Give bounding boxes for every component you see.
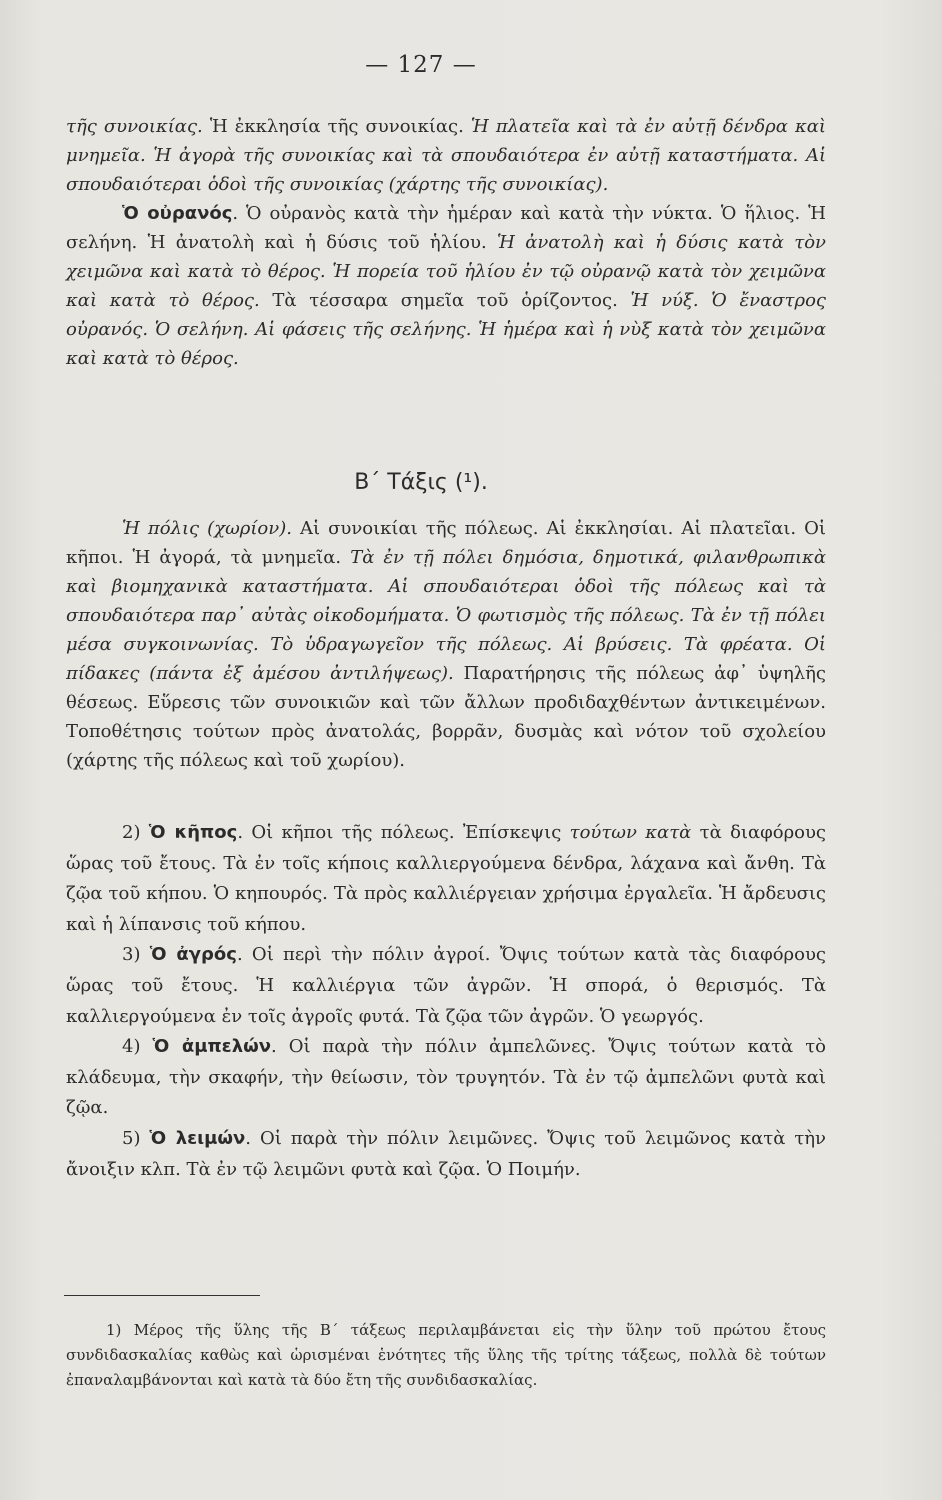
plain-text: . Οἱ κῆποι τῆς πόλεως. Ἐπίσκεψις: [237, 822, 570, 843]
paragraph-garden: [66, 818, 826, 940]
paragraph-field: [66, 940, 826, 1032]
italic-text: τῆς συνοικίας.: [66, 116, 203, 137]
page-number: — 127 —: [365, 52, 477, 78]
plain-text: τὰ διαφόρους ὥρας τοῦ ἔτους. Τὰ ἐν τοῖς κήποις καλλιεργούμενα δένδρα, λάχανα καὶ ἄνθη. Τὰ ζῷα τοῦ κήπου. Ὁ κηπουρός. Τὰ πρὸς καλλιέργειαν χρήσιμα ἐργαλεῖα. Ἡ ἄρδευσις καὶ ἡ λίπανσις τοῦ κήπου.: [66, 822, 827, 935]
footnote: [66, 1318, 826, 1393]
topic-heading-vineyard: Ὁ ἀμπελών: [152, 1036, 271, 1058]
plain-text: . Ὁ οὐρανὸς κατὰ τὴν ἡμέραν καὶ κατὰ τὴν νύκτα. Ὁ ἥλιος. Ἡ σελήνη. Ἡ ἀνατολὴ καὶ ἡ δύσις τοῦ ἡλίου.: [66, 203, 826, 253]
italic-text: Ἡ νύξ. Ὁ ἔναστρος οὐρανός. Ὁ σελήνη. Αἱ φάσεις τῆς σελήνης. Ἡ ἡμέρα καὶ ἡ νὺξ κατὰ τὸν χειμῶνα καὶ κατὰ τὸ θέρος.: [66, 290, 826, 369]
italic-text: Ἡ πόλις (χωρίον).: [122, 518, 292, 539]
item-number: 3): [122, 944, 150, 966]
paragraph-city: [66, 514, 826, 775]
plain-text: . Οἱ παρὰ τὴν πόλιν ἀμπελῶνες. Ὄψις τούτων κατὰ τὸ κλάδευμα, τὴν σκαφήν, τὴν θείωσιν, τὸν τρυγητόν. Τὰ ἐν τῷ ἀμπελῶνι φυτὰ καὶ ζῷα.: [66, 1036, 826, 1119]
italic-text: τούτων κατὰ: [569, 822, 692, 843]
text-block-numbered: [66, 818, 826, 1185]
plain-text: Αἱ συνοικίαι τῆς πόλεως. Αἱ ἐκκλησίαι. Αἱ πλατεῖαι. Οἱ κῆποι. Ἡ ἀγορά, τὰ μνημεῖα.: [66, 518, 826, 568]
plain-text: Ἡ ἐκκλησία τῆς συνοικίας.: [202, 116, 471, 137]
italic-text: Ἡ ἀνατολὴ καὶ ἡ δύσις κατὰ τὸν χειμῶνα καὶ κατὰ τὸ θέρος. Ἡ πορεία τοῦ ἡλίου ἐν τῷ οὐρανῷ κατὰ τὸν χειμῶνα καὶ κατὰ τὸ θέρος.: [66, 232, 826, 311]
paragraph-neighborhood: [66, 112, 826, 199]
text-block-city: [66, 514, 826, 775]
item-number: 4): [122, 1036, 153, 1058]
item-number: 5): [122, 1127, 150, 1149]
topic-heading-garden: Ὁ κῆπος: [148, 822, 238, 843]
plain-text: Τὰ τέσσαρα σημεῖα τοῦ ὁρίζοντος.: [259, 290, 631, 311]
section-heading: Β΄ Τάξις (¹).: [354, 470, 488, 495]
italic-text: Ἡ πλατεῖα καὶ τὰ ἐν αὐτῇ δένδρα καὶ μνημεῖα. Ἡ ἀγορὰ τῆς συνοικίας καὶ τὰ σπουδαιότερα ἐν αὐτῇ καταστήματα. Αἱ σπουδαιότεραι ὁδοὶ τῆς συνοικίας (χάρτης τῆς συνοικίας).: [66, 116, 826, 195]
plain-text: Παρατήρησις τῆς πόλεως ἀφ᾽ ὑψηλῆς θέσεως. Εὕρεσις τῶν συνοικιῶν καὶ τῶν ἄλλων προδιδαχθέντων ἀντικειμένων. Τοποθέτησις τούτων πρὸς ἀνατολάς, βορρᾶν, δυσμὰς καὶ νότον τοῦ σχολείου (χάρτης τῆς πόλεως καὶ τοῦ χωρίου).: [66, 663, 826, 771]
paragraph-vineyard: [66, 1032, 826, 1124]
topic-heading-meadow: Ὁ λειμών: [149, 1127, 246, 1149]
italic-text: Τὰ ἐν τῇ πόλει δημόσια, δημοτικά, φιλανθρωπικὰ καὶ βιομηχανικὰ καταστήματα. Αἱ σπουδαιότεραι ὁδοὶ τῆς πόλεως καὶ τὰ σπουδαιότερα παρ᾽ αὐτὰς οἰκοδομήματα. Ὁ φωτισμὸς τῆς πόλεως. Τὰ ἐν τῇ πόλει μέσα συγκοινωνίας. Τὸ ὑδραγωγεῖον τῆς πόλεως. Αἱ βρύσεις. Τὰ φρέατα. Οἱ πίδακες (πάντα ἐξ ἀμέσου ἀντιλήψεως).: [66, 547, 826, 684]
text-block-neighborhood: [66, 112, 826, 373]
topic-heading-sky: Ὁ οὐρανός: [122, 203, 233, 224]
footnote-text: 1) Μέρος τῆς ὕλης τῆς Β΄ τάξεως περιλαμβάνεται εἰς τὴν ὕλην τοῦ πρώτου ἔτους συνδιδασκαλίας καθὼς καὶ ὡρισμέναι ἑνότητες τῆς ὕλης τῆς τρίτης τάξεως, πολλὰ δὲ τούτων ἐπαναλαμβάνονται καὶ κατὰ τὰ δύο ἔτη τῆς συνδιδασκαλίας.: [66, 1321, 826, 1389]
plain-text: . Οἱ περὶ τὴν πόλιν ἀγροί. Ὄψις τούτων κατὰ τὰς διαφόρους ὥρας τοῦ ἔτους. Ἡ καλλιέργια τῶν ἀγρῶν. Ἡ σπορά, ὁ θερισμός. Τὰ καλλιεργούμενα ἐν τοῖς ἀγροῖς φυτά. Τὰ ζῷα τῶν ἀγρῶν. Ὁ γεωργός.: [66, 944, 826, 1027]
item-number: 2): [122, 822, 149, 843]
topic-heading-field: Ὁ ἀγρός: [149, 944, 237, 966]
paragraph-sky: [66, 199, 826, 373]
plain-text: . Οἱ παρὰ τὴν πόλιν λειμῶνες. Ὄψις τοῦ λειμῶνος κατὰ τὴν ἄνοιξιν κλπ. Τὰ ἐν τῷ λειμῶνι φυτὰ καὶ ζῷα. Ὁ Ποιμήν.: [66, 1127, 827, 1180]
paragraph-meadow: [66, 1124, 826, 1185]
footnote-divider: [64, 1295, 260, 1296]
